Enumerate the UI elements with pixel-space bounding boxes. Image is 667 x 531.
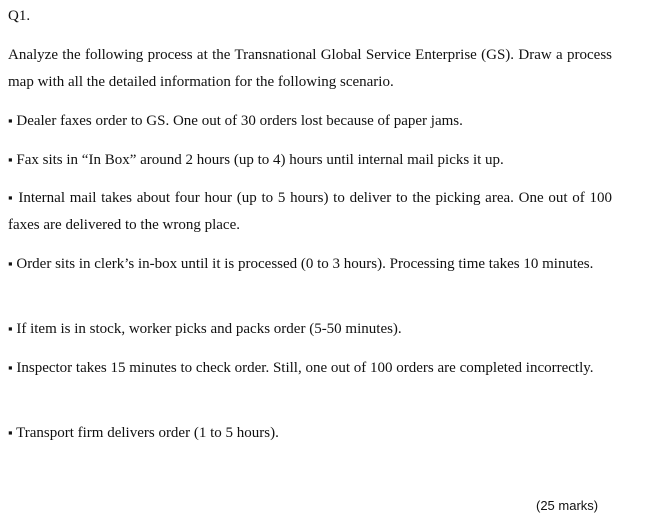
scenario-bullet-text: Order sits in clerk’s in-box until it is processed (0 to 3 hours). Processing time takes 10 minutes.: [16, 256, 594, 272]
scenario-bullet-2: [8, 146, 612, 174]
marks-label: (25 marks): [536, 498, 599, 513]
scenario-bullet-text: Transport firm delivers order (1 to 5 hours).: [16, 425, 279, 441]
scenario-bullet-6: [8, 354, 612, 382]
scenario-bullet-text: Internal mail takes about four hour (up to 5 hours) to deliver to the picking area. One out of 100 faxes are delivered to the wrong place.: [8, 190, 613, 233]
question-number: Q1.: [8, 8, 31, 24]
scenario-bullet-7: [8, 419, 612, 447]
scenario-bullet-5: [8, 315, 612, 343]
scenario-bullet-text: Inspector takes 15 minutes to check order. Still, one out of 100 orders are completed incorrectly.: [16, 360, 594, 376]
scenario-bullet-text: Dealer faxes order to GS. One out of 30 orders lost because of paper jams.: [16, 113, 463, 129]
question-intro: Analyze the following process at the Transnational Global Service Enterprise (GS). Draw a process map with all the detailed information for the following scenario.: [8, 47, 612, 90]
bullet-marker: ▪: [8, 425, 13, 440]
bullet-marker: ▪: [8, 360, 13, 375]
scenario-bullet-1: [8, 107, 612, 135]
bullet-marker: ▪: [8, 190, 14, 205]
scenario-bullet-4: [8, 250, 612, 278]
bullet-marker: ▪: [8, 321, 13, 336]
scenario-bullet-text: Fax sits in “In Box” around 2 hours (up to 4) hours until internal mail picks it up.: [16, 152, 504, 168]
scenario-bullet-text: If item is in stock, worker picks and packs order (5-50 minutes).: [16, 321, 402, 337]
bullet-marker: ▪: [8, 113, 13, 128]
bullet-marker: ▪: [8, 152, 13, 167]
bullet-marker: ▪: [8, 256, 13, 271]
scenario-bullet-3: [8, 184, 612, 239]
